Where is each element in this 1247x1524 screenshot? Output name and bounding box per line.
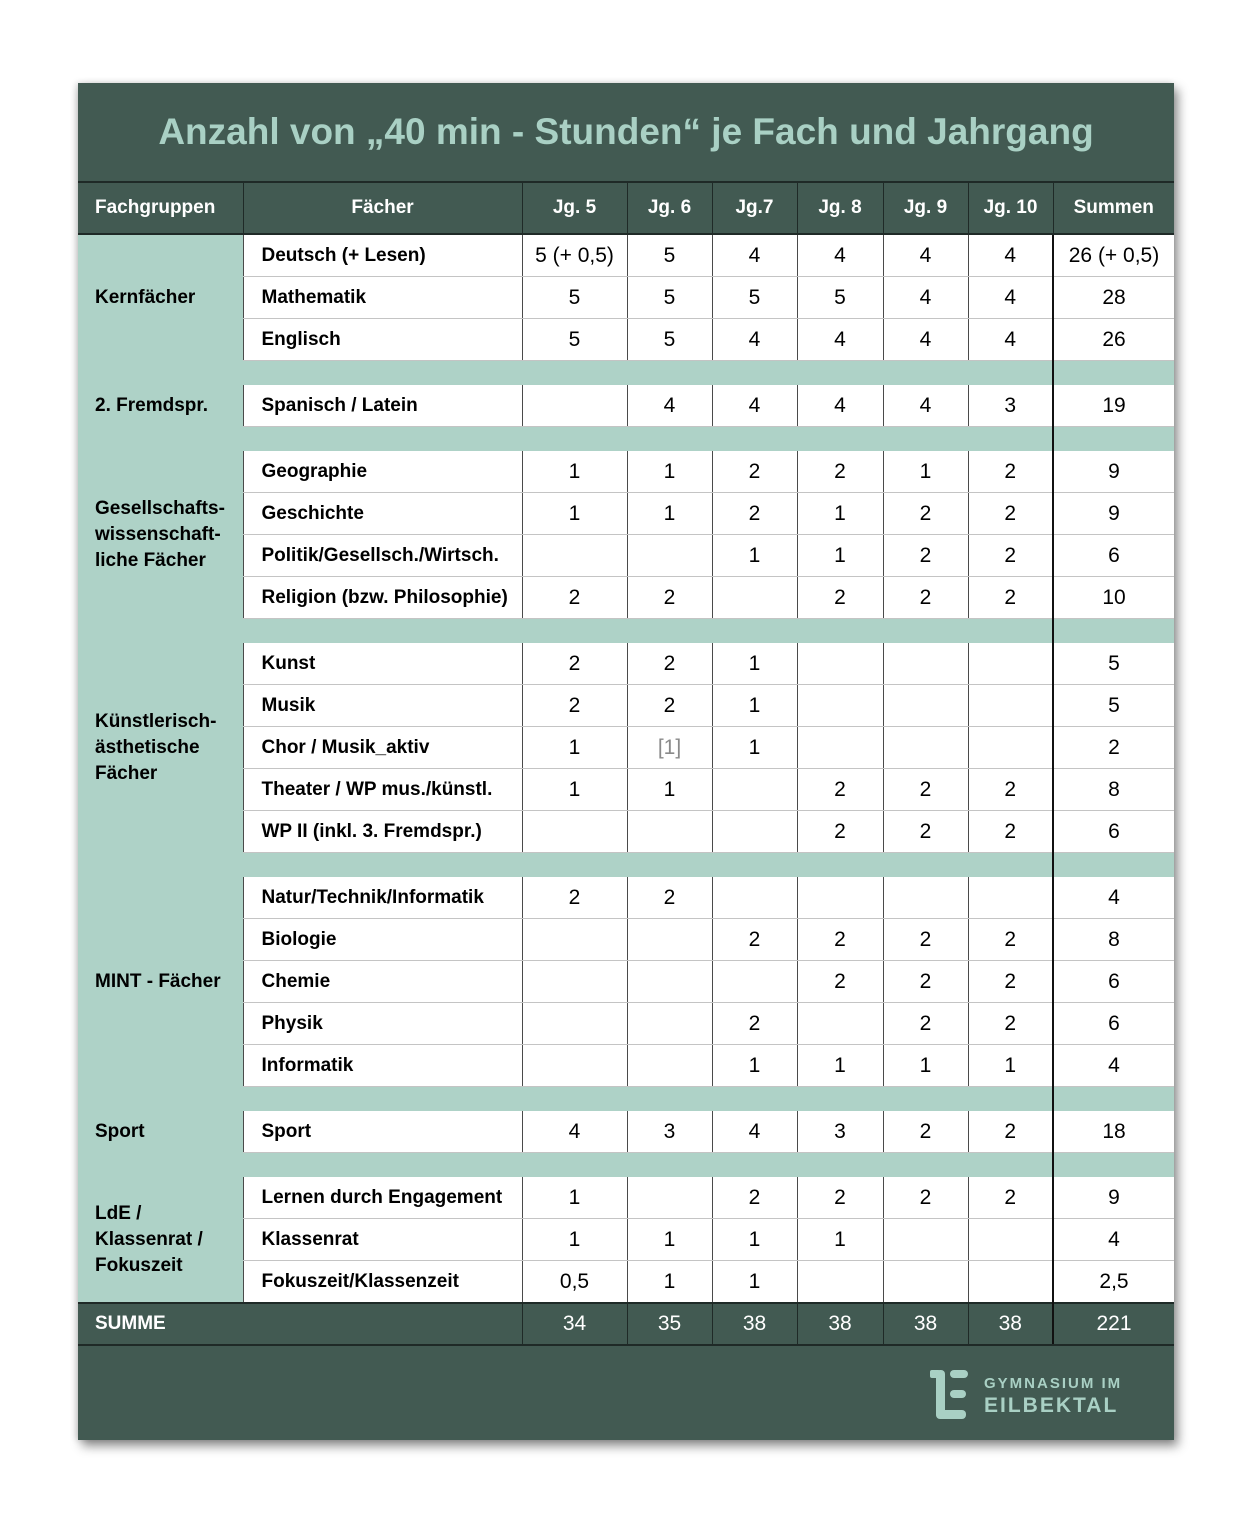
table-row <box>78 451 1174 493</box>
separator-cell <box>78 1087 1053 1112</box>
hours-cell <box>968 685 1053 727</box>
hours-cell: 2 <box>968 811 1053 853</box>
hours-cell: 2 <box>968 493 1053 535</box>
group-name-cell <box>78 234 243 361</box>
subject-name-cell: Religion (bzw. Philosophie) <box>243 577 522 619</box>
subject-name-cell: Theater / WP mus./künstl. <box>243 769 522 811</box>
sum-cell: 6 <box>1053 811 1174 853</box>
table-row <box>78 234 1174 277</box>
hours-cell <box>883 877 968 919</box>
hours-cell: 4 <box>968 319 1053 361</box>
hours-cell: 2 <box>883 1111 968 1153</box>
table-row <box>78 1177 1174 1219</box>
group-name-cell <box>78 643 243 853</box>
hours-cell: 4 <box>797 385 883 427</box>
hours-cell: 2 <box>797 577 883 619</box>
hours-cell <box>883 685 968 727</box>
sum-cell: 9 <box>1053 1177 1174 1219</box>
table-row <box>78 277 1174 319</box>
hours-cell <box>968 1219 1053 1261</box>
hours-cell <box>627 1177 712 1219</box>
hours-cell: 2 <box>522 685 627 727</box>
hours-cell: 2 <box>968 769 1053 811</box>
hours-cell: 2 <box>883 769 968 811</box>
separator-sum-cell <box>1053 619 1174 644</box>
total-label-cell: SUMME <box>78 1303 243 1345</box>
hours-cell: 2 <box>522 877 627 919</box>
total-value-cell: 34 <box>522 1303 627 1345</box>
group-name-cell <box>78 1111 243 1153</box>
group-name-cell <box>78 1177 243 1303</box>
table-row <box>78 643 1174 685</box>
subject-name-cell: Kunst <box>243 643 522 685</box>
hours-cell: 3 <box>797 1111 883 1153</box>
hours-cell: 2 <box>968 1003 1053 1045</box>
hours-cell: 2 <box>627 685 712 727</box>
table-row <box>78 685 1174 727</box>
group-name-line: Fokuszeit <box>95 1254 183 1276</box>
group-separator-row <box>78 361 1174 386</box>
group-name-line: Klassenrat / <box>95 1228 203 1250</box>
hours-cell: 2 <box>522 643 627 685</box>
table-row <box>78 535 1174 577</box>
sum-cell: 19 <box>1053 385 1174 427</box>
hours-cell <box>883 643 968 685</box>
hours-cell: 2 <box>968 1177 1053 1219</box>
group-name-line: Gesellschafts- <box>95 497 225 519</box>
sum-cell: 6 <box>1053 1003 1174 1045</box>
hours-cell <box>797 643 883 685</box>
group-separator-row <box>78 1087 1174 1112</box>
table-row <box>78 877 1174 919</box>
hours-cell <box>797 877 883 919</box>
hours-cell: 2 <box>968 919 1053 961</box>
hours-cell: 2 <box>797 1177 883 1219</box>
hours-cell: 2 <box>712 1177 797 1219</box>
hours-cell <box>627 919 712 961</box>
sum-cell: 9 <box>1053 451 1174 493</box>
total-sum-cell: 221 <box>1053 1303 1174 1345</box>
hours-cell: 1 <box>522 727 627 769</box>
group-name-line: Künstlerisch- <box>95 710 217 732</box>
hours-cell: 1 <box>522 451 627 493</box>
hours-cell: 2 <box>797 769 883 811</box>
table-row <box>78 1219 1174 1261</box>
subject-name-cell: Natur/Technik/Informatik <box>243 877 522 919</box>
separator-cell <box>78 619 1053 644</box>
hours-cell <box>883 1219 968 1261</box>
total-value-cell: 38 <box>797 1303 883 1345</box>
hours-cell <box>797 727 883 769</box>
hours-cell: 4 <box>712 1111 797 1153</box>
hours-cell <box>883 727 968 769</box>
hours-cell: 1 <box>522 493 627 535</box>
hours-cell: 2 <box>883 811 968 853</box>
sum-cell: 10 <box>1053 577 1174 619</box>
subject-name-cell: Klassenrat <box>243 1219 522 1261</box>
hours-cell: 2 <box>968 961 1053 1003</box>
hours-cell: 4 <box>883 234 968 277</box>
hours-cell <box>968 1261 1053 1304</box>
header-summen: Summen <box>1053 182 1174 234</box>
hours-cell: 2 <box>968 1111 1053 1153</box>
hours-cell <box>883 1261 968 1304</box>
group-name-cell <box>78 877 243 1087</box>
hours-cell <box>522 811 627 853</box>
logo-line1: GYMNASIUM IM <box>984 1375 1123 1392</box>
hours-cell <box>712 877 797 919</box>
group-name-line: 2. Fremdspr. <box>95 394 208 416</box>
subject-name-cell: Physik <box>243 1003 522 1045</box>
hours-cell <box>522 961 627 1003</box>
hours-cell: 2 <box>883 1003 968 1045</box>
group-separator-row <box>78 427 1174 452</box>
subject-name-cell: Politik/Gesellsch./Wirtsch. <box>243 535 522 577</box>
subject-name-cell: Spanisch / Latein <box>243 385 522 427</box>
hours-cell: 1 <box>797 1219 883 1261</box>
schedule-card <box>78 83 1174 1440</box>
header-jg5: Jg. 5 <box>522 182 627 234</box>
hours-cell: 2 <box>797 919 883 961</box>
subject-name-cell: Geographie <box>243 451 522 493</box>
group-name-line: Kernfächer <box>95 286 196 308</box>
hours-cell: 2 <box>797 961 883 1003</box>
table-row <box>78 727 1174 769</box>
total-value-cell: 35 <box>627 1303 712 1345</box>
group-name-line: ästhetische <box>95 736 200 758</box>
group-name-line: MINT - Fächer <box>95 970 221 992</box>
hours-cell <box>797 1261 883 1304</box>
hours-cell <box>712 577 797 619</box>
hours-cell: 1 <box>712 1045 797 1087</box>
separator-sum-cell <box>1053 427 1174 452</box>
table-row <box>78 1045 1174 1087</box>
total-value-cell: 38 <box>968 1303 1053 1345</box>
table-row <box>78 919 1174 961</box>
hours-cell: 1 <box>522 1219 627 1261</box>
hours-cell <box>797 685 883 727</box>
hours-cell: 5 (+ 0,5) <box>522 234 627 277</box>
header-jg8: Jg. 8 <box>797 182 883 234</box>
hours-cell <box>627 961 712 1003</box>
separator-cell <box>78 1153 1053 1178</box>
hours-cell <box>522 919 627 961</box>
sum-cell: 18 <box>1053 1111 1174 1153</box>
hours-cell <box>712 769 797 811</box>
total-row <box>78 1303 1174 1345</box>
hours-cell: 3 <box>968 385 1053 427</box>
table-row <box>78 1111 1174 1153</box>
group-name-line: wissenschaft- <box>95 523 221 545</box>
hours-cell: 1 <box>712 727 797 769</box>
hours-cell: 2 <box>968 535 1053 577</box>
hours-cell: 1 <box>797 493 883 535</box>
table-row <box>78 1003 1174 1045</box>
header-fachgruppen: Fachgruppen <box>78 182 243 234</box>
hours-cell: 2 <box>797 811 883 853</box>
group-name-line: Sport <box>95 1120 145 1142</box>
table-row <box>78 769 1174 811</box>
hours-cell: 1 <box>712 685 797 727</box>
subject-name-cell: Chemie <box>243 961 522 1003</box>
hours-cell <box>522 535 627 577</box>
hours-cell: 2 <box>797 451 883 493</box>
hours-cell <box>968 877 1053 919</box>
hours-cell: 1 <box>712 1219 797 1261</box>
header-jg10: Jg. 10 <box>968 182 1053 234</box>
table-row <box>78 577 1174 619</box>
hours-cell: 2 <box>968 577 1053 619</box>
hours-cell: 4 <box>712 234 797 277</box>
hours-cell: 2 <box>627 643 712 685</box>
hours-cell: 4 <box>797 234 883 277</box>
total-empty-cell <box>243 1303 522 1345</box>
group-name-line: Fächer <box>95 762 158 784</box>
hours-cell: 0,5 <box>522 1261 627 1304</box>
hours-cell: 5 <box>712 277 797 319</box>
hours-cell: 1 <box>627 493 712 535</box>
group-name-line: LdE / <box>95 1202 142 1224</box>
sum-cell: 4 <box>1053 1045 1174 1087</box>
hours-cell <box>522 385 627 427</box>
hours-cell: 2 <box>712 1003 797 1045</box>
hours-cell: 2 <box>883 577 968 619</box>
hours-cell: 5 <box>627 319 712 361</box>
sum-cell: 26 <box>1053 319 1174 361</box>
hours-cell: 4 <box>883 277 968 319</box>
hours-cell <box>627 811 712 853</box>
separator-sum-cell <box>1053 853 1174 878</box>
sum-cell: 6 <box>1053 961 1174 1003</box>
hours-cell <box>522 1045 627 1087</box>
hours-cell: 1 <box>883 1045 968 1087</box>
hours-cell: 1 <box>712 1261 797 1304</box>
table-body <box>78 234 1174 1345</box>
sum-cell: 26 (+ 0,5) <box>1053 234 1174 277</box>
hours-cell: 1 <box>968 1045 1053 1087</box>
sum-cell: 4 <box>1053 877 1174 919</box>
group-separator-row <box>78 1153 1174 1178</box>
hours-cell <box>627 1003 712 1045</box>
hours-cell: 1 <box>522 769 627 811</box>
subject-name-cell: Sport <box>243 1111 522 1153</box>
total-value-cell: 38 <box>712 1303 797 1345</box>
separator-sum-cell <box>1053 1087 1174 1112</box>
hours-cell <box>712 961 797 1003</box>
hours-cell <box>522 1003 627 1045</box>
group-separator-row <box>78 619 1174 644</box>
sum-cell: 4 <box>1053 1219 1174 1261</box>
hours-cell: 1 <box>627 1261 712 1304</box>
logo-line2: EILBEKTAL <box>984 1394 1119 1417</box>
hours-cell: 2 <box>627 577 712 619</box>
separator-sum-cell <box>1053 361 1174 386</box>
hours-cell: 2 <box>883 493 968 535</box>
hours-cell: 1 <box>712 535 797 577</box>
school-logo <box>926 1366 1126 1424</box>
sum-cell: 2 <box>1053 727 1174 769</box>
separator-sum-cell <box>1053 1153 1174 1178</box>
hours-cell: 2 <box>627 877 712 919</box>
sum-cell: 5 <box>1053 685 1174 727</box>
hours-cell: 1 <box>883 451 968 493</box>
hours-cell: 5 <box>627 234 712 277</box>
group-name-line: liche Fächer <box>95 549 206 571</box>
header-faecher: Fächer <box>243 182 522 234</box>
table-row <box>78 493 1174 535</box>
subject-name-cell: Informatik <box>243 1045 522 1087</box>
hours-cell <box>968 727 1053 769</box>
total-value-cell: 38 <box>883 1303 968 1345</box>
hours-cell: 1 <box>627 1219 712 1261</box>
subject-name-cell: Deutsch (+ Lesen) <box>243 234 522 277</box>
hours-cell: 4 <box>627 385 712 427</box>
hours-cell: 1 <box>797 1045 883 1087</box>
table-row <box>78 961 1174 1003</box>
hours-cell: 4 <box>883 319 968 361</box>
subject-name-cell: Chor / Musik_aktiv <box>243 727 522 769</box>
hours-table <box>78 181 1174 1346</box>
hours-cell: 4 <box>968 234 1053 277</box>
separator-cell <box>78 427 1053 452</box>
hours-cell: 5 <box>797 277 883 319</box>
header-jg9: Jg. 9 <box>883 182 968 234</box>
sum-cell: 6 <box>1053 535 1174 577</box>
hours-cell: 3 <box>627 1111 712 1153</box>
subject-name-cell: WP II (inkl. 3. Fremdspr.) <box>243 811 522 853</box>
header-jg7: Jg.7 <box>712 182 797 234</box>
hours-cell: 4 <box>712 319 797 361</box>
hours-cell: 4 <box>522 1111 627 1153</box>
hours-cell: 1 <box>627 769 712 811</box>
hours-cell: [1] <box>627 727 712 769</box>
hours-cell: 2 <box>712 493 797 535</box>
hours-cell: 1 <box>627 451 712 493</box>
hours-cell: 5 <box>627 277 712 319</box>
group-name-cell <box>78 385 243 427</box>
hours-cell: 5 <box>522 277 627 319</box>
hours-cell: 1 <box>712 643 797 685</box>
hours-cell: 2 <box>883 535 968 577</box>
hours-cell: 4 <box>968 277 1053 319</box>
separator-cell <box>78 853 1053 878</box>
group-separator-row <box>78 853 1174 878</box>
table-row <box>78 385 1174 427</box>
subject-name-cell: Biologie <box>243 919 522 961</box>
subject-name-cell: Musik <box>243 685 522 727</box>
table-row <box>78 811 1174 853</box>
group-name-cell <box>78 451 243 619</box>
hours-cell <box>627 535 712 577</box>
sum-cell: 8 <box>1053 919 1174 961</box>
hours-cell: 2 <box>883 919 968 961</box>
hours-cell: 4 <box>712 385 797 427</box>
hours-cell: 2 <box>712 451 797 493</box>
sum-cell: 28 <box>1053 277 1174 319</box>
separator-cell <box>78 361 1053 386</box>
hours-cell: 2 <box>968 451 1053 493</box>
hours-cell: 2 <box>883 961 968 1003</box>
hours-cell <box>968 643 1053 685</box>
table-row <box>78 319 1174 361</box>
hours-cell: 2 <box>883 1177 968 1219</box>
hours-cell: 1 <box>522 1177 627 1219</box>
hours-cell <box>627 1045 712 1087</box>
sum-cell: 8 <box>1053 769 1174 811</box>
page-title: Anzahl von „40 min - Stunden“ je Fach und Jahrgang <box>158 111 1094 152</box>
school-logo-icon <box>926 1366 972 1424</box>
sum-cell: 2,5 <box>1053 1261 1174 1304</box>
hours-cell <box>797 1003 883 1045</box>
hours-cell: 5 <box>522 319 627 361</box>
subject-name-cell: Englisch <box>243 319 522 361</box>
hours-cell: 4 <box>883 385 968 427</box>
hours-cell: 2 <box>522 577 627 619</box>
subject-name-cell: Geschichte <box>243 493 522 535</box>
hours-cell: 1 <box>797 535 883 577</box>
subject-name-cell: Fokuszeit/Klassenzeit <box>243 1261 522 1304</box>
subject-name-cell: Mathematik <box>243 277 522 319</box>
header-row <box>78 182 1174 234</box>
subject-name-cell: Lernen durch Engagement <box>243 1177 522 1219</box>
header-jg6: Jg. 6 <box>627 182 712 234</box>
sum-cell: 9 <box>1053 493 1174 535</box>
hours-cell: 2 <box>712 919 797 961</box>
hours-cell <box>712 811 797 853</box>
table-row <box>78 1261 1174 1304</box>
sum-cell: 5 <box>1053 643 1174 685</box>
hours-cell: 4 <box>797 319 883 361</box>
